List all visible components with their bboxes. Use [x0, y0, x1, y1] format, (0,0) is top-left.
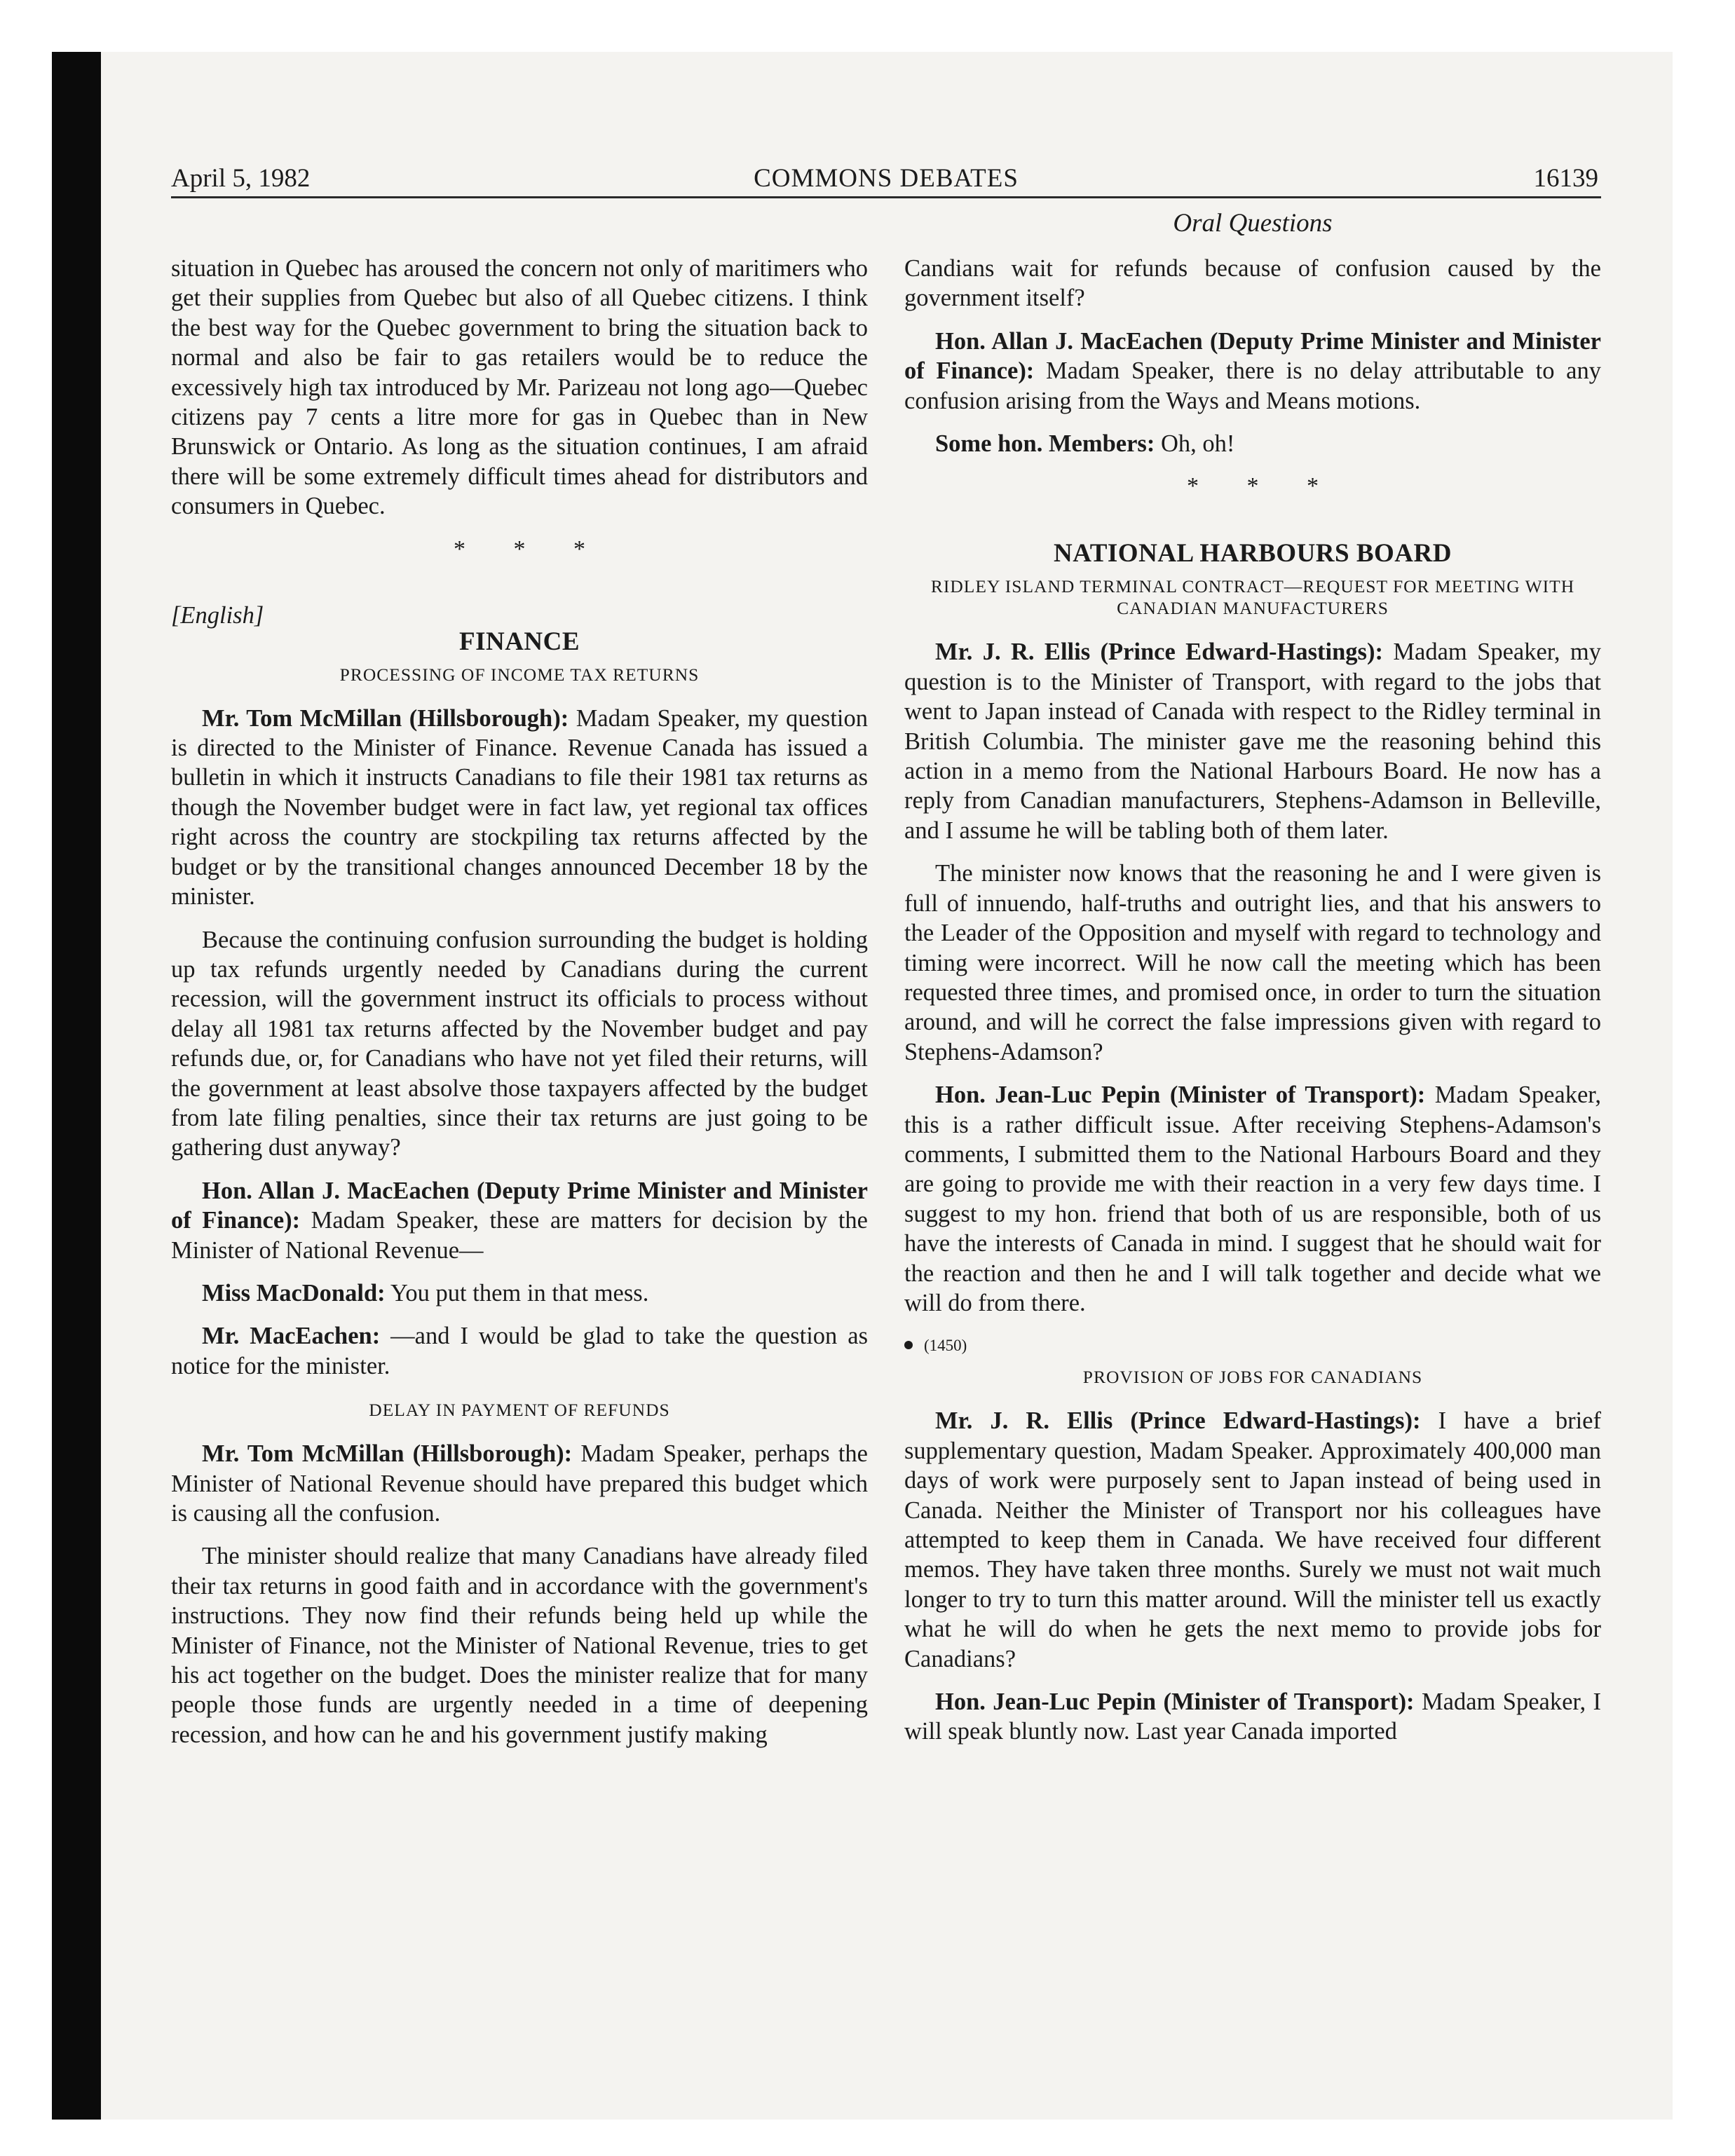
- paragraph: [904, 1080, 1601, 1318]
- page-header: [171, 161, 1601, 198]
- right-column: [904, 254, 1601, 1760]
- paragraph: [904, 429, 1601, 458]
- speaker-name: Mr. Tom McMillan (Hillsborough):: [202, 1440, 573, 1468]
- speaker-name: Hon. Jean-Luc Pepin (Minister of Transport):: [935, 1082, 1426, 1109]
- header-page-number: 16139: [1533, 164, 1598, 193]
- speech-text: Madam Speaker, perhaps the Minister of National Revenue should have prepared this budget which is causing all the confusion.: [171, 1440, 868, 1527]
- paragraph: [171, 1439, 868, 1528]
- paragraph: Because the continuing confusion surrounding the budget is holding up tax refunds urgently needed by Canadians during the current recession, will the government instruct its officials to process without delay all 1981 tax returns affected by the November budget and pay refunds due, or, for Canadians who have not yet filed their returns, will the government at least absolve those taxpayers affected by the budget from late filing penalties, since their tax returns are just going to be gathering dust anyway?: [171, 926, 868, 1161]
- speaker-name: Mr. J. R. Ellis (Prince Edward-Hastings):: [935, 1407, 1421, 1435]
- running-head: Oral Questions: [1173, 209, 1333, 238]
- speech-text: Oh, oh!: [1155, 430, 1235, 458]
- subheading: DELAY IN PAYMENT OF REFUNDS: [369, 1400, 670, 1421]
- paragraph: [171, 1176, 868, 1265]
- timestamp: [904, 1331, 1601, 1360]
- language-tag: [English]: [171, 601, 264, 629]
- speaker-name: Hon. Allan J. MacEachen (Deputy Prime Minister and Minister of Finance):: [904, 327, 1601, 385]
- paragraph: Candians wait for refunds because of confusion caused by the government itself?: [904, 255, 1601, 312]
- speaker-name: Mr. Tom McMillan (Hillsborough):: [202, 704, 569, 732]
- subheading: PROVISION OF JOBS FOR CANADIANS: [1082, 1367, 1423, 1388]
- speech-text: Madam Speaker, there is no delay attributable to any confusion arising from the Ways and Means motions.: [904, 357, 1601, 414]
- speech-text: I have a brief supplementary question, Madam Speaker. Approximately 400,000 man days of work were purposely sent to Japan instead of being used in Canada. Neither the Minister of Transport nor his colleagues have attempted to keep them in Canada. We have received four different memos. They have taken three months. Surely we must not wait much longer to try to turn this matter around. Will the minister tell us exactly what he will do when he gets the next memo to provide jobs for Canadians?: [904, 1407, 1601, 1672]
- subheading: PROCESSING OF INCOME TAX RETURNS: [339, 664, 700, 685]
- timestamp-text: (1450): [924, 1337, 967, 1355]
- speaker-name: Some hon. Members:: [935, 430, 1155, 458]
- speech-text: Madam Speaker, these are matters for decision by the Minister of National Revenue—: [171, 1207, 868, 1264]
- speech-text: You put them in that mess.: [385, 1279, 649, 1306]
- header-date: April 5, 1982: [171, 164, 311, 193]
- scan-binding-edge: [52, 52, 101, 2120]
- speech-text: —and I would be glad to take the question as notice for the minister.: [171, 1323, 868, 1379]
- paragraph: The minister now knows that the reasoning he and I were given is full of innuendo, half-truths and outright lies, and that his answers to the Leader of the Opposition and myself with regard to technology and timing were incorrect. Will he now call the meeting which has been requested three times, and promised once, in order to turn the situation around, and will he correct the false impressions given with regard to Stephens-Adamson?: [904, 860, 1601, 1065]
- paragraph: [904, 1687, 1601, 1747]
- section-separator: * * *: [454, 535, 606, 562]
- speaker-name: Hon. Jean-Luc Pepin (Minister of Transport):: [935, 1688, 1415, 1716]
- paragraph: [171, 704, 868, 912]
- speaker-name: Hon. Allan J. MacEachen (Deputy Prime Minister and Minister of Finance):: [171, 1177, 868, 1234]
- speaker-name: Mr. J. R. Ellis (Prince Edward-Hastings):: [935, 639, 1383, 666]
- paragraph: [904, 1406, 1601, 1674]
- header-publication: COMMONS DEBATES: [754, 164, 1019, 193]
- speech-text: Madam Speaker, my question is to the Minister of Transport, with regard to the jobs that went to Japan instead of Canada with respect to the Ridley terminal in British Columbia. The minister gave me the reasoning behind this action in a memo from the National Harbours Board. He now has a reply from Canadian manufacturers, Stephens-Adamson in Belleville, and I assume he will be tabling both of them later.: [904, 639, 1601, 844]
- section-separator: * * *: [1187, 473, 1340, 500]
- section-title: NATIONAL HARBOURS BOARD: [1054, 539, 1452, 568]
- speech-text: Madam Speaker, my question is directed to the Minister of Finance. Revenue Canada has issued a bulletin in which it instructs Canadians to file their 1981 tax returns as though the November budget were in fact law, yet regional tax offices right across the country are stockpiling tax returns affected by the budget or by the transitional changes announced December 18 by the minister.: [171, 704, 868, 910]
- speaker-name: Miss MacDonald:: [202, 1279, 386, 1306]
- speech-text: Madam Speaker, I will speak bluntly now. Last year Canada imported: [904, 1688, 1602, 1745]
- section-title: FINANCE: [458, 627, 580, 656]
- speaker-name: Mr. MacEachen:: [202, 1323, 381, 1350]
- subheading: RIDLEY ISLAND TERMINAL CONTRACT—REQUEST FOR MEETING WITH CANADIAN MANUFACTURERS: [930, 576, 1575, 619]
- paragraph: [904, 637, 1601, 845]
- bullet-icon: [904, 1341, 913, 1349]
- left-column: [171, 254, 868, 1763]
- paragraph: [171, 1321, 868, 1381]
- paragraph: [904, 327, 1601, 416]
- paragraph: The minister should realize that many Canadians have already filed their tax returns in good faith and in accordance with the government's instructions. They now find their refunds being held up while the Minister of Finance, not the Minister of National Revenue, tries to get his act together on the budget. Does the minister realize that for many people those funds are urgently needed in a time of deepening recession, and how can he and his government justify making: [171, 1543, 868, 1748]
- paragraph: [171, 1278, 868, 1308]
- speech-text: Madam Speaker, this is a rather difficult issue. After receiving Stephens-Adamson's comments, I submitted them to the National Harbours Board and they are going to provide me with their reaction in a very few days time. I suggest to my hon. friend that both of us are responsible, both of us have the interests of Canada in mind. I suggest that he should wait for the reaction and then he and I will talk together and decide what we will do from there.: [904, 1082, 1601, 1316]
- paragraph: situation in Quebec has aroused the concern not only of maritimers who get their supplies from Quebec but also of all Quebec citizens. I think the best way for the Quebec government to bring the situation back to normal and also be fair to gas retailers would be to reduce the excessively high tax introduced by Mr. Parizeau not long ago—Quebec citizens pay 7 cents a litre more for gas in Quebec than in New Brunswick or Ontario. As long as the situation continues, I am afraid there will be some extremely difficult times ahead for distributors and consumers in Quebec.: [171, 255, 868, 520]
